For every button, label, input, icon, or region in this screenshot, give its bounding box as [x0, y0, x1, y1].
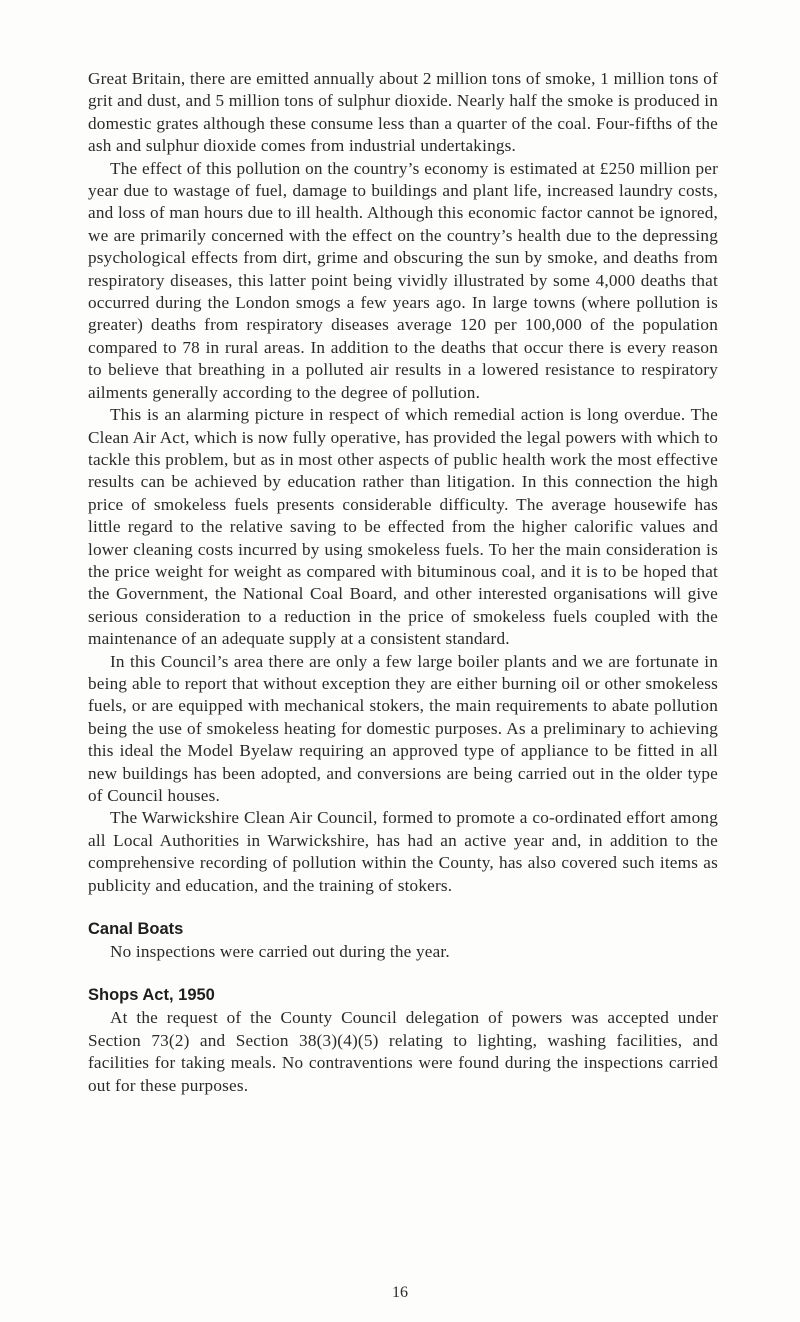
paragraph-warwickshire-council: The Warwickshire Clean Air Council, formed to promote a co-ordinated effort among all Local Authorities in Warwickshire, has had an active year and, in addition to the comprehensive recording of pollution within the County, has also covered such items as publicity and education, and the training of stokers.: [88, 808, 718, 895]
paragraph-canal-boats: No inspections were carried out during the year.: [110, 942, 450, 962]
paragraph-smoke-emissions: Great Britain, there are emitted annually about 2 million tons of smoke, 1 million tons of grit and dust, and 5 million tons of sulphur dioxide. Nearly half the smoke is produced in domestic grates although these consume less than a quarter of the coal. Four-fifths of the ash and sulphur dioxide comes from industrial undertakings.: [88, 69, 718, 156]
paragraph-economic-effect: The effect of this pollution on the country’s economy is estimated at £250 million per year due to wastage of fuel, damage to buildings and plant life, increased laundry costs, and loss of man hours due to ill health. Although this economic factor cannot be ignored, we are primarily concerned with the effect on the country’s health due to the depressing psychological effects from dirt, grime and obscuring the sun by smoke, and deaths from respiratory diseases, this latter point being vividly illustrated by some 4,000 deaths that occurred during the London smogs a few years ago. In large towns (where pollution is greater) deaths from respiratory diseases average 120 per 100,000 of the population compared to 78 in rural areas. In addition to the deaths that occur there is every reason to believe that breathing in a polluted air results in a lowered resistance to respiratory ailments generally according to the degree of pollution.: [88, 158, 718, 402]
paragraph-shops-act: At the request of the County Council delegation of powers was accepted under Section 73(2) and Section 38(3)(4)(5) relating to lighting, washing facilities, and facilities for taking meals. No contraventions were found during the inspections carried out for these purposes.: [88, 1008, 718, 1095]
heading-shops-act: Shops Act, 1950: [88, 986, 215, 1005]
page-number: 16: [392, 1284, 408, 1301]
paragraph-council-area: In this Council’s area there are only a few large boiler plants and we are fortunate in being able to report that without exception they are either burning oil or other smokeless fuels, or are equipped with mechanical stokers, the main requirements to abate pollution being the use of smokeless heating for domestic purposes. As a preliminary to achieving this ideal the Model Byelaw requiring an approved type of appliance to be fitted in all new buildings has been adopted, and conversions are being carried out in the older type of Council houses.: [88, 651, 718, 805]
paragraph-clean-air-act: This is an alarming picture in respect of which remedial action is long overdue. The Clean Air Act, which is now fully operative, has provided the legal powers with which to tackle this problem, but as in most other aspects of public health work the most effective results can be achieved by education rather than litigation. In this connection the high price of smokeless fuels presents considerable difficulty. The average housewife has little regard to the relative saving to be effected from the higher calorific values and lower cleaning costs incurred by using smokeless fuels. To her the main consideration is the price weight for weight as compared with bituminous coal, and it is to be hoped that the Government, the National Coal Board, and other interested organisations will give serious consideration to a reduction in the price of smokeless fuels coupled with the maintenance of an adequate supply at a consistent standard.: [88, 405, 719, 649]
heading-canal-boats: Canal Boats: [88, 920, 184, 939]
page-body: [88, 68, 718, 1097]
